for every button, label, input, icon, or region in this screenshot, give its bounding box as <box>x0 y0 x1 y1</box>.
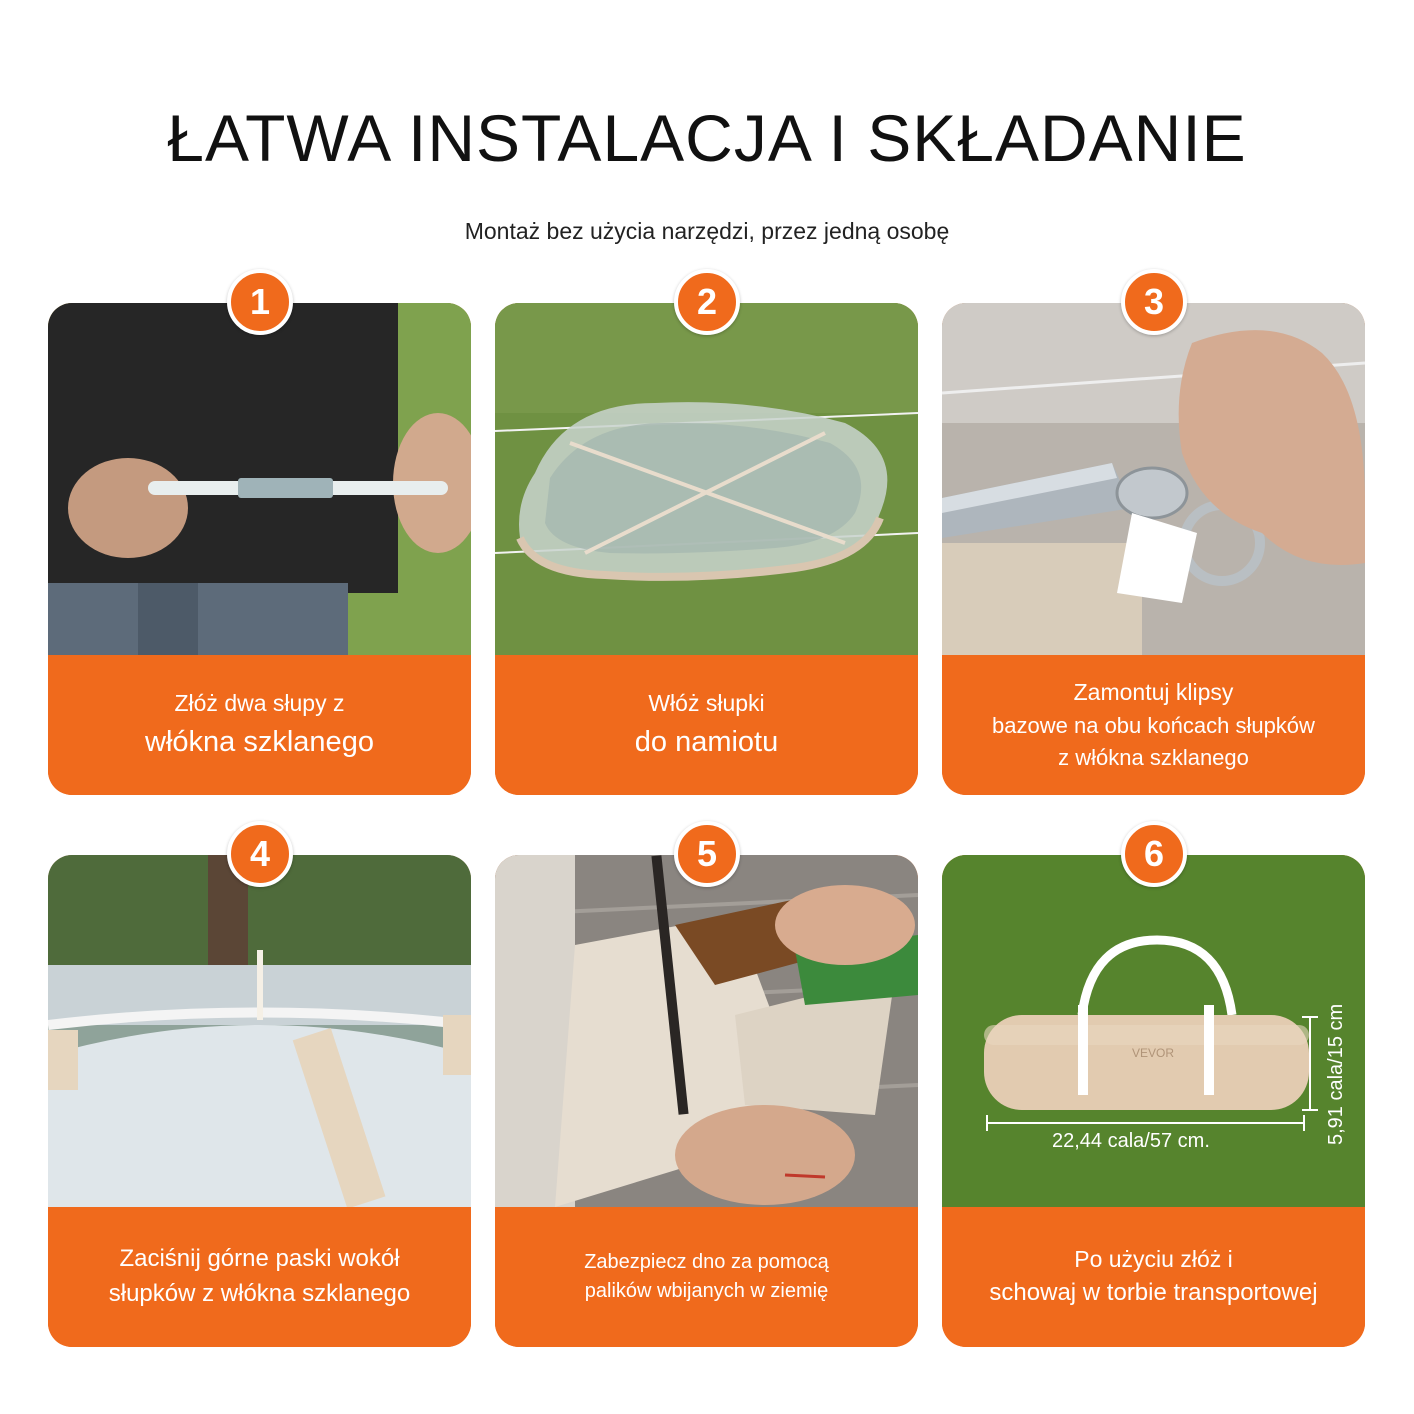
bag-height-label: 5,91 cala/15 cm <box>1325 1003 1347 1145</box>
step-3-caption <box>942 655 1365 795</box>
step-2-photo <box>495 303 918 655</box>
step-5-caption-line: Zabezpiecz dno za pomocą <box>584 1251 829 1273</box>
step-5-photo <box>495 855 918 1207</box>
step-4-photo <box>48 855 471 1207</box>
step-1-badge: 1 <box>227 269 293 335</box>
step-6-badge: 6 <box>1121 821 1187 887</box>
step-1-caption-line: Złóż dwa słupy z <box>174 690 345 717</box>
step-2-badge: 2 <box>674 269 740 335</box>
step-4-badge: 4 <box>227 821 293 887</box>
step-4-caption-line: Zaciśnij górne paski wokół <box>119 1245 400 1273</box>
step-3-caption-line: z włókna szklanego <box>1058 744 1249 770</box>
step-6-caption-line: schowaj w torbie transportowej <box>989 1279 1318 1307</box>
step-card-6 <box>942 855 1365 1347</box>
bag-brand-logo: VEVOR <box>1132 1046 1175 1060</box>
step-4-caption-line: słupków z włókna szklanego <box>108 1280 411 1307</box>
step-6-caption-line: Po użyciu złóż i <box>1074 1245 1233 1272</box>
step-1-photo <box>48 303 471 655</box>
bag-length-label: 22,44 cala/57 cm. <box>1052 1130 1210 1152</box>
step-6-caption <box>942 1207 1365 1347</box>
step-card-3 <box>942 303 1365 795</box>
step-card-5 <box>495 855 918 1347</box>
step-3-photo <box>942 303 1365 655</box>
step-2-caption <box>495 655 918 795</box>
step-5-caption-line: palików wbijanych w ziemię <box>584 1280 829 1302</box>
page-title: ŁATWA INSTALACJA I SKŁADANIE <box>167 101 1247 175</box>
step-card-2 <box>495 303 918 795</box>
step-3-caption-line: Zamontuj klipsy <box>1073 679 1234 706</box>
step-6-photo <box>942 855 1365 1207</box>
step-5-badge: 5 <box>674 821 740 887</box>
step-1-caption-line: włókna szklanego <box>145 725 374 758</box>
step-card-1 <box>48 303 471 795</box>
step-2-caption-line: do namiotu <box>634 725 779 758</box>
page-subtitle: Montaż bez użycia narzędzi, przez jedną osobę <box>464 218 950 244</box>
step-2-caption-line: Włóż słupki <box>648 690 765 717</box>
step-5-caption <box>495 1207 918 1347</box>
step-1-caption <box>48 655 471 795</box>
step-card-4 <box>48 855 471 1347</box>
step-3-caption-line: bazowe na obu końcach słupków <box>992 712 1315 738</box>
step-4-caption <box>48 1207 471 1347</box>
step-3-badge: 3 <box>1121 269 1187 335</box>
